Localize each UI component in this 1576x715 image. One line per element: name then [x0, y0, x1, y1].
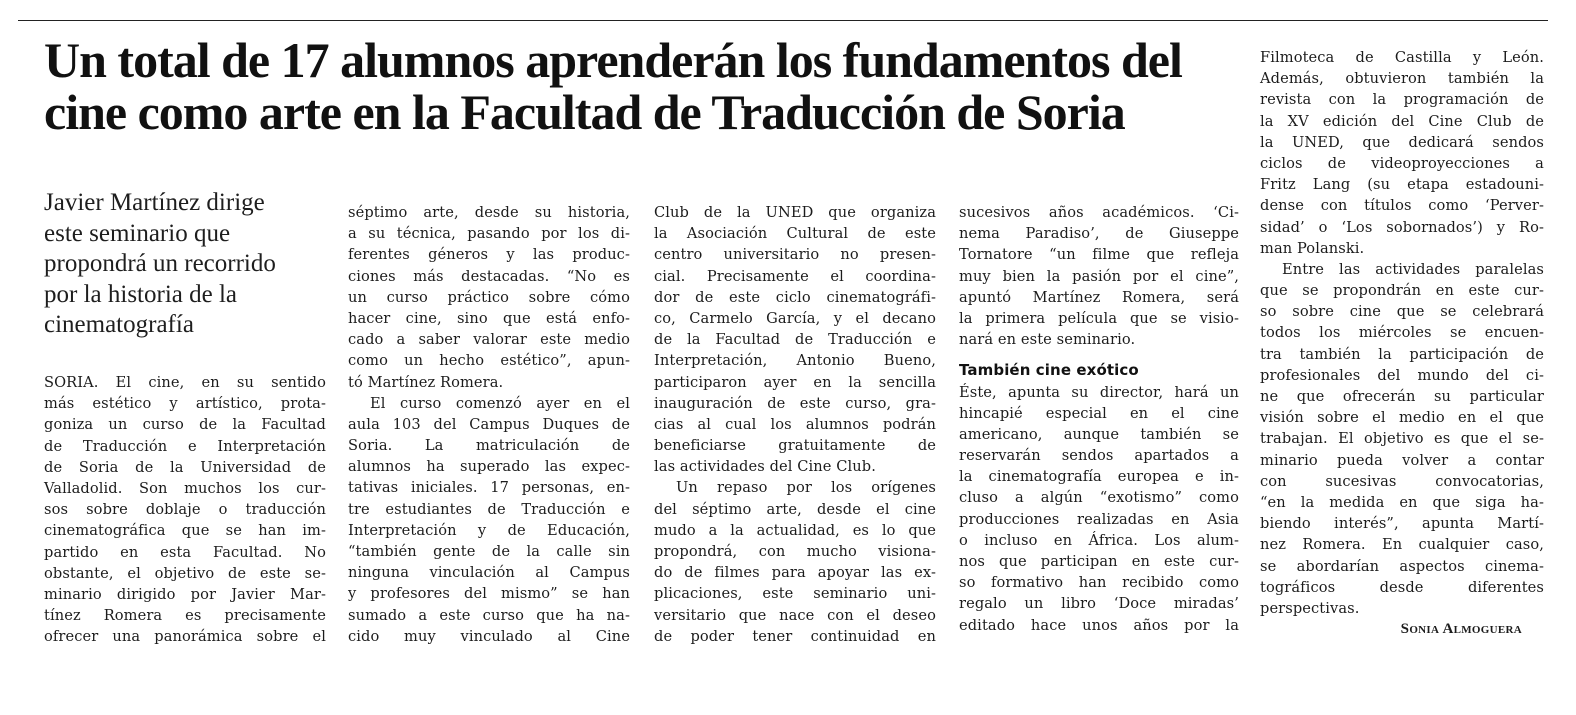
text-line: un curso práctico sobre cómo: [348, 288, 630, 306]
text-line: regalo un libro ‘Doce miradas’: [959, 595, 1239, 613]
text-line: Un repaso por los orígenes: [676, 479, 936, 497]
text-line: Además, obtuvieron también la: [1260, 70, 1544, 88]
text-line: profesionales del mundo del ci-: [1260, 366, 1544, 384]
text-line: minario pueda volver a contar: [1260, 451, 1544, 469]
text-line: alumnos ha superado las expec-: [348, 458, 630, 476]
text-line: Valladolid. Son muchos los cur-: [44, 479, 326, 497]
text-line: con sucesivas convocatorias,: [1260, 472, 1544, 490]
text-line: centro universitario no presen-: [654, 246, 936, 264]
body-column-1: [44, 372, 326, 647]
subtitle-line: por la historia de la: [44, 280, 237, 308]
text-line: ofrecer una panorámica sobre el: [44, 628, 326, 646]
byline: Sonia Almoguera: [1400, 621, 1522, 638]
text-line: aula 103 del Campus Duques de: [348, 415, 630, 433]
text-line: cluso a algún “exotismo” como: [959, 489, 1239, 507]
text-line: como un hecho estético”, apun-: [348, 352, 630, 370]
text-line: cido muy vinculado al Cine: [348, 627, 630, 645]
text-line: nema Paradiso’, de Giuseppe: [959, 225, 1239, 243]
text-line: producciones realizadas en Asia: [959, 510, 1239, 528]
text-line: la XV edición del Cine Club de: [1260, 112, 1544, 130]
text-line: visión sobre el medio en el que: [1260, 409, 1544, 427]
text-line: ferentes géneros y las produc-: [348, 246, 630, 264]
text-line: tó Martínez Romera.: [348, 373, 504, 391]
text-line: la primera película que se visio-: [959, 309, 1239, 327]
body-column-3: [654, 202, 936, 647]
text-line: más estético y artístico, prota-: [44, 395, 326, 413]
text-line: dense con títulos como ‘Perver-: [1260, 197, 1544, 215]
text-line: co, Carmelo García, y el decano: [654, 309, 936, 327]
headline-line: Un total de 17 alumnos aprenderán los fundamentos del: [44, 32, 1182, 88]
text-line: muy bien la pasión por el cine”,: [959, 267, 1239, 285]
text-line: beneficiarse gratuitamente de: [654, 437, 936, 455]
text-line: Tornatore “un filme que refleja: [959, 246, 1239, 264]
text-line: minario dirigido por Javier Mar-: [44, 585, 326, 603]
text-line: Éste, apunta su director, hará un: [959, 383, 1239, 401]
text-line: la cinematografía europea e in-: [959, 468, 1239, 486]
text-line: SORIA. El cine, en su sentido: [44, 374, 326, 391]
body-column-5: [1260, 47, 1544, 640]
text-line: versitario que nace con el deseo: [654, 606, 936, 624]
text-line: cado a saber valorar este medio: [348, 331, 630, 349]
text-line: inauguración de este curso, gra-: [654, 394, 936, 412]
text-line: tínez Romera es precisamente: [44, 607, 326, 625]
text-line: las actividades del Cine Club.: [654, 458, 876, 476]
text-line: Filmoteca de Castilla y León.: [1260, 49, 1544, 66]
text-line: cial. Precisamente el coordina-: [654, 267, 936, 285]
text-line: obstante, el objetivo de este se-: [44, 564, 326, 582]
text-line: de Traducción e Interpretación: [44, 437, 326, 455]
text-line: de la Facultad de Traducción e: [654, 331, 936, 349]
headline-line: cine como arte en la Facultad de Traducción de Soria: [44, 84, 1125, 140]
text-line: la Asociación Cultural de este: [654, 225, 936, 243]
subtitle: [44, 188, 334, 341]
text-line: mudo a la actualidad, es lo que: [654, 521, 936, 539]
text-line: revista con la programación de: [1260, 91, 1544, 109]
text-line: americano, aunque también se: [959, 425, 1239, 443]
text-line: sumado a este curso que ha na-: [348, 606, 630, 624]
text-line: partido en esta Facultad. No: [44, 543, 326, 561]
text-line: nará en este seminario.: [959, 331, 1136, 349]
text-line: plicaciones, este seminario uni-: [654, 585, 936, 603]
text-line: nos que participan en este cur-: [959, 553, 1239, 570]
text-line: séptimo arte, desde su historia,: [348, 204, 630, 221]
text-line: nez Romera. En cualquier caso,: [1260, 536, 1544, 554]
section-subhead: También cine exótico: [959, 361, 1139, 380]
text-line: tativas iniciales. 17 personas, en-: [348, 479, 630, 497]
subtitle-line: cinematografía: [44, 311, 194, 338]
text-line: hincapié especial en el cine: [959, 404, 1239, 422]
text-line: del séptimo arte, desde el cine: [654, 500, 936, 518]
text-line: man Polanski.: [1260, 239, 1365, 257]
text-line: ne que ofrecerán su particular: [1260, 388, 1544, 405]
text-line: Soria. La matriculación de: [348, 437, 630, 455]
text-line: do de filmes para apoyar las ex-: [654, 564, 936, 582]
text-line: “también gente de la calle sin: [348, 543, 630, 560]
text-line: propondrá, con mucho visiona-: [654, 543, 936, 560]
text-line: y profesores del mismo” se han: [348, 585, 630, 603]
text-line: goniza un curso de la Facultad: [44, 416, 326, 434]
text-line: sidad’ o ‘Los sobornados’) y Ro-: [1260, 218, 1544, 236]
text-line: Interpretación, Antonio Bueno,: [654, 352, 936, 370]
text-line: El curso comenzó ayer en el: [370, 394, 630, 412]
text-line: de Soria de la Universidad de: [44, 458, 326, 476]
text-line: cias al cual los alumnos podrán: [654, 415, 936, 433]
text-line: se abordarían aspectos cinema-: [1260, 557, 1544, 575]
text-line: tra también la participación de: [1260, 345, 1544, 363]
subtitle-line: este seminario que: [44, 219, 231, 247]
text-line: a su técnica, pasando por los di-: [348, 225, 630, 243]
text-line: perspectivas.: [1260, 599, 1360, 617]
text-line: la UNED, que dedicará sendos: [1260, 133, 1544, 151]
subtitle-line: propondrá un recorrido: [44, 250, 276, 277]
text-line: participaron ayer en la sencilla: [654, 373, 936, 391]
text-line: ciones más destacadas. “No es: [348, 267, 630, 285]
text-line: apuntó Martínez Romera, será: [959, 288, 1239, 306]
text-line: Entre las actividades paralelas: [1282, 260, 1544, 278]
text-line: “en la medida en que siga ha-: [1260, 493, 1544, 511]
body-column-4: [959, 202, 1239, 636]
text-line: ninguna vinculación al Campus: [348, 564, 630, 582]
subtitle-line: Javier Martínez dirige: [44, 189, 265, 216]
text-line: Club de la UNED que organiza: [654, 204, 936, 221]
body-column-2: [348, 202, 630, 647]
text-line: o incluso en África. Los alum-: [959, 531, 1239, 549]
text-line: de poder tener continuidad en: [654, 627, 936, 645]
text-line: Interpretación y de Educación,: [348, 521, 630, 539]
text-line: so formativo han recibido como: [959, 574, 1239, 592]
spacer: [959, 350, 1239, 360]
text-line: Fritz Lang (su etapa estadouni-: [1260, 176, 1544, 194]
text-line: sos sobre doblaje o traducción: [44, 501, 326, 519]
headline: [44, 34, 1244, 138]
text-line: biendo interés”, apunta Martí-: [1260, 515, 1544, 533]
text-line: reservarán sendos apartados a: [959, 447, 1239, 465]
text-line: trabajan. El objetivo es que el se-: [1260, 430, 1544, 448]
text-line: editado hace unos años por la: [959, 616, 1239, 634]
text-line: so sobre cine que se celebrará: [1260, 303, 1544, 321]
text-line: todos los miércoles se encuen-: [1260, 324, 1544, 342]
text-line: tre estudiantes de Traducción e: [348, 500, 630, 518]
text-line: hacer cine, sino que está enfo-: [348, 309, 630, 327]
text-line: dor de este ciclo cinematográfi-: [654, 288, 936, 306]
text-line: sucesivos años académicos. ‘Ci-: [959, 204, 1239, 221]
text-line: que se propondrán en este cur-: [1260, 282, 1544, 300]
text-line: tográficos desde diferentes: [1260, 578, 1544, 596]
top-rule: [18, 20, 1548, 21]
text-line: ciclos de videoproyecciones a: [1260, 154, 1544, 172]
text-line: cinematográfica que se han im-: [44, 522, 326, 540]
